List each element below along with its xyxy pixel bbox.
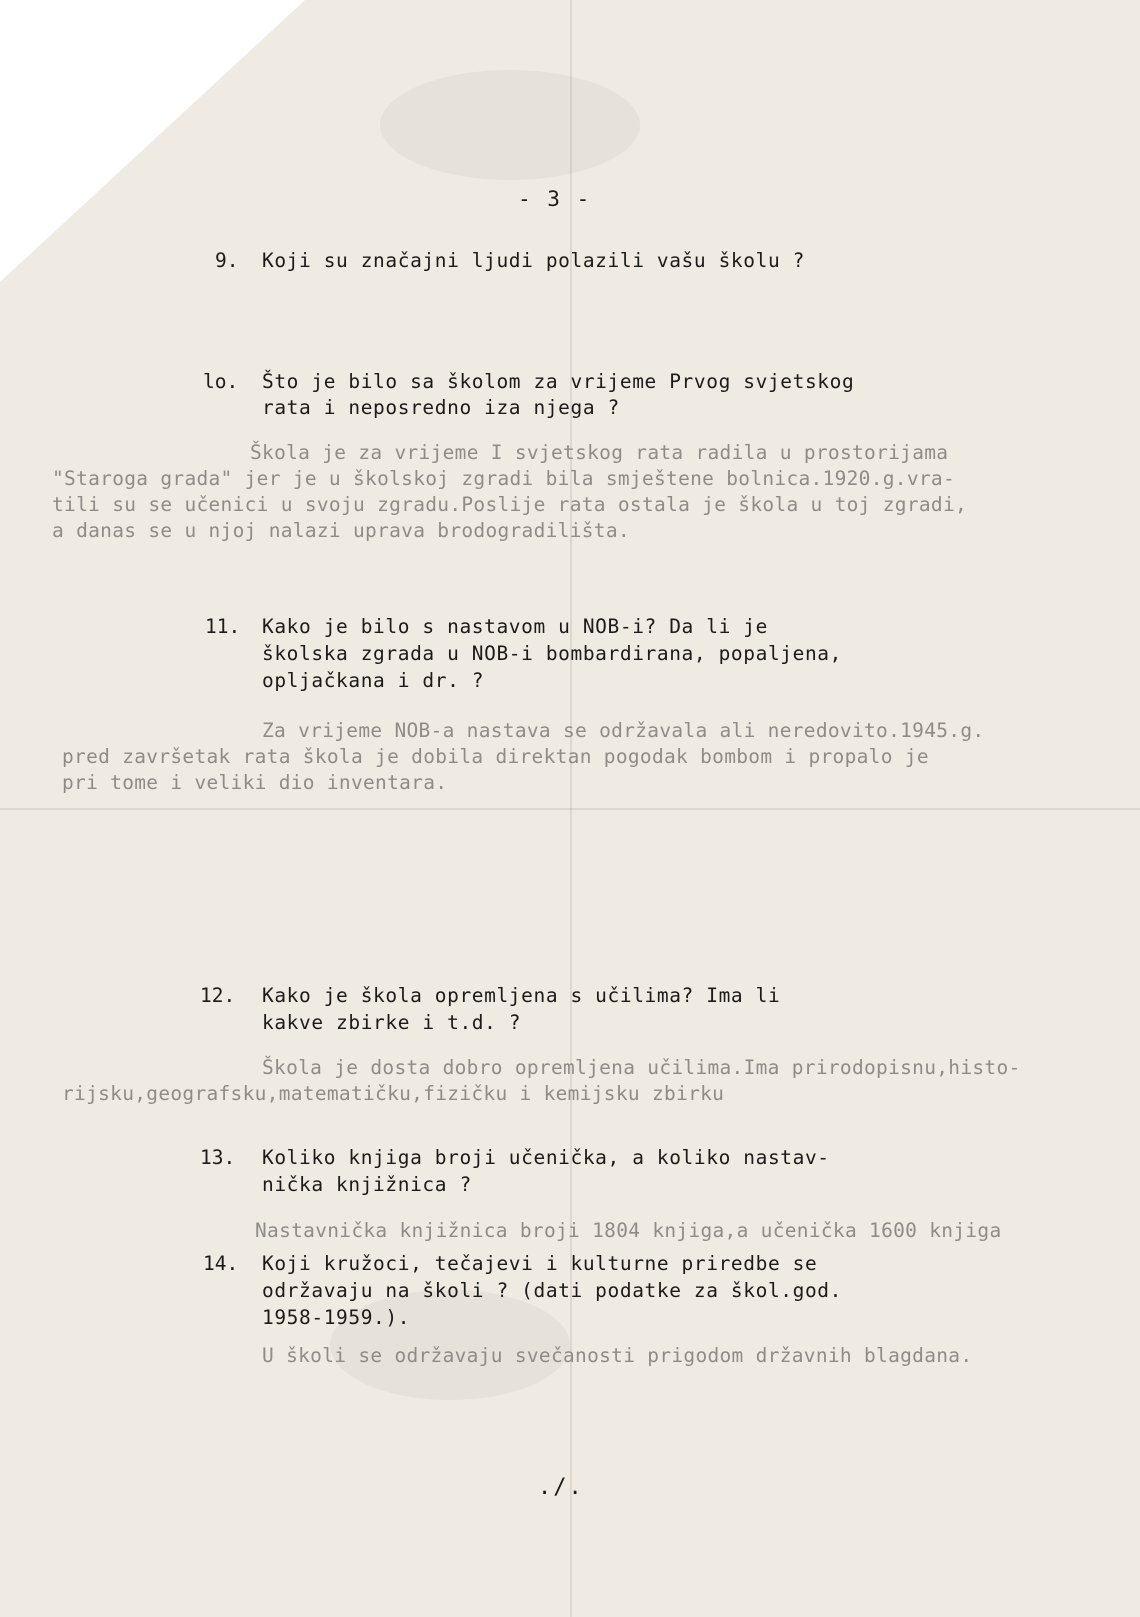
question-number: 13. [200, 1146, 236, 1169]
question-line: 1958-1959.). [262, 1306, 411, 1329]
answer-line: "Staroga grada" jer je u školskoj zgradi bila smještene bolnica.1920.g.vra- [52, 467, 955, 490]
question-number: 14. [203, 1252, 239, 1275]
question-line: Koji su značajni ljudi polazili vašu školu ? [262, 249, 805, 272]
answer-line: Za vrijeme NOB-a nastava se održavala ali neredovito.1945.g. [262, 719, 985, 742]
question-line: Što je bilo sa školom za vrijeme Prvog svjetskog [262, 370, 855, 393]
answer-line: Škola je dosta dobro opremljena učilima.Ima prirodopisnu,histo- [262, 1056, 1021, 1079]
question-line: opljačkana i dr. ? [262, 669, 485, 692]
answer-line: rijsku,geografsku,matematičku,fizičku i kemijsku zbirku [62, 1082, 725, 1105]
question-line: Kako je škola opremljena s učilima? Ima li [262, 984, 781, 1007]
question-number: 12. [200, 984, 236, 1007]
question-line: Koliko knjiga broji učenička, a koliko nastav- [262, 1146, 830, 1169]
question-line: školska zgrada u NOB-i bombardirana, popaljena, [262, 642, 842, 665]
question-number: lo. [203, 370, 239, 393]
answer-line: tili su se učenici u svoju zgradu.Poslije rata ostala je škola u toj zgradi, [52, 493, 968, 516]
question-line: Koji kružoci, tečajevi i kulturne priredbe se [262, 1252, 818, 1275]
answer-line: U školi se održavaju svečanosti prigodom državnih blagdana. [262, 1344, 973, 1367]
question-line: kakve zbirke i t.d. ? [262, 1011, 522, 1034]
fold-line-horizontal [0, 808, 1140, 810]
answer-line: a danas se u njoj nalazi uprava brodogradilišta. [52, 519, 630, 542]
answer-line: pred završetak rata škola je dobila direktan pogodak bombom i propalo je [62, 745, 929, 768]
question-number: 9. [215, 249, 239, 272]
question-number: 11. [205, 615, 241, 638]
answer-line: Škola je za vrijeme I svjetskog rata radila u prostorijama [250, 441, 949, 464]
page-number: - 3 - [518, 187, 592, 211]
answer-line: Nastavnička knjižnica broji 1804 knjiga,a učenička 1600 knjiga [255, 1219, 1002, 1242]
ink-smudge [380, 70, 640, 180]
end-mark: ./. [538, 1475, 584, 1500]
question-line: održavaju na školi ? (dati podatke za škol.god. [262, 1279, 842, 1302]
question-line: Kako je bilo s nastavom u NOB-i? Da li je [262, 615, 768, 638]
question-line: rata i neposredno iza njega ? [262, 396, 620, 419]
question-line: nička knjižnica ? [262, 1173, 472, 1196]
answer-line: pri tome i veliki dio inventara. [62, 771, 448, 794]
